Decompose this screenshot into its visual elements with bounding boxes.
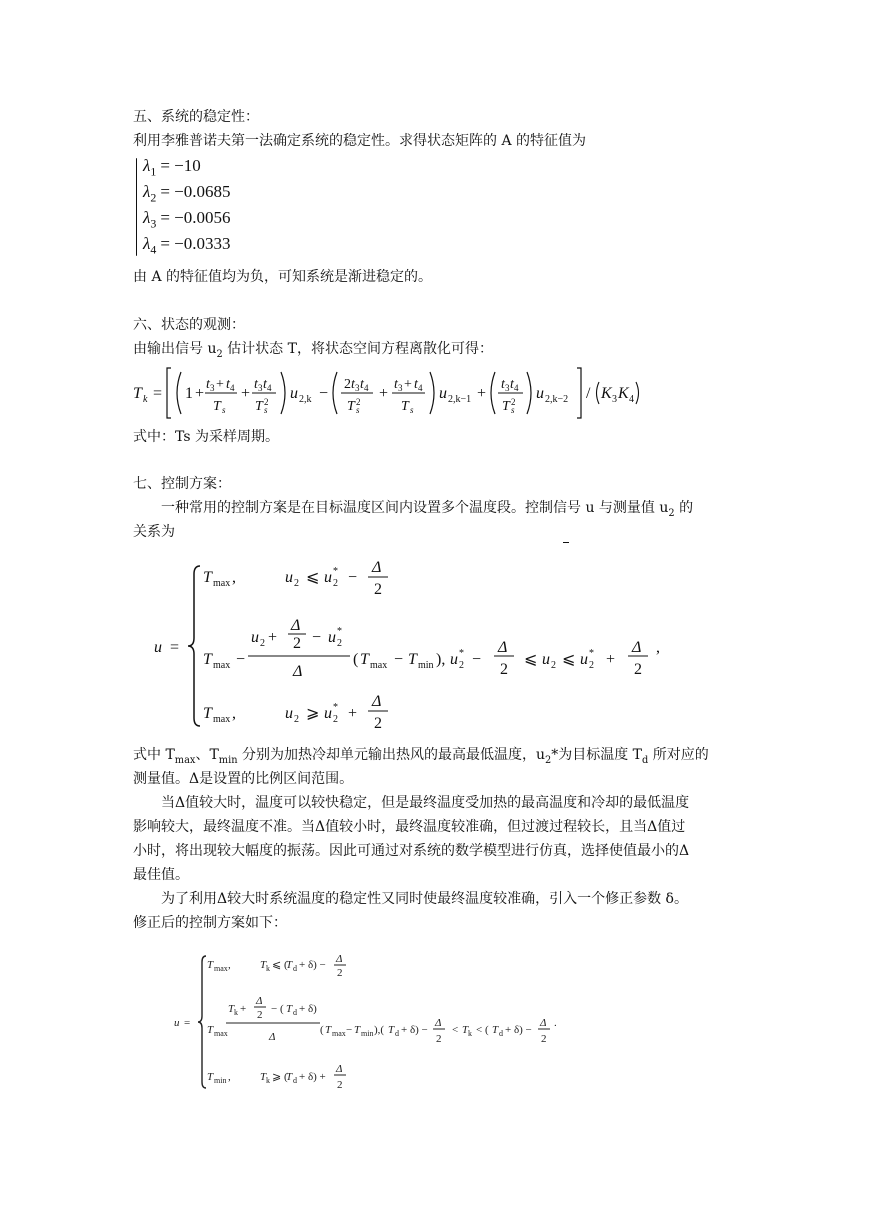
svg-text:Δ: Δ [498,639,508,656]
svg-text:d: d [293,964,297,973]
svg-text:4: 4 [364,383,369,393]
svg-text:+: + [404,377,412,392]
svg-text:2: 2 [294,578,299,589]
svg-text:k: k [266,1076,270,1085]
svg-text:4: 4 [230,383,235,393]
svg-text:max: max [213,578,231,589]
svg-text:k: k [234,1008,238,1017]
svg-text:−: − [236,651,246,668]
svg-text:2,k: 2,k [299,394,312,405]
svg-text:Δ: Δ [372,560,382,576]
svg-text:T: T [133,385,142,402]
svg-text:t: t [510,377,514,392]
svg-text:2: 2 [294,714,299,725]
svg-text:T: T [325,1024,332,1036]
svg-text:u: u [285,569,293,586]
svg-text:T: T [203,651,212,668]
svg-text:T: T [347,399,355,414]
svg-text:Δ: Δ [336,1063,343,1075]
svg-text:/: / [586,385,591,402]
svg-text:t: t [206,377,210,392]
svg-text:2: 2 [333,578,338,589]
svg-text:d: d [293,1008,297,1017]
svg-text:3: 3 [258,383,263,393]
svg-text:t: t [414,377,418,392]
svg-text:,: , [656,639,660,656]
svg-text:s: s [264,405,268,415]
svg-text:+ δ) +: + δ) + [299,1071,326,1083]
svg-text:(: ( [320,1024,324,1036]
svg-text:⩾ (: ⩾ ( [272,1071,288,1083]
svg-text:T: T [286,959,293,971]
svg-text:T: T [260,1071,267,1083]
svg-text:T: T [360,651,369,668]
svg-text:u: u [285,705,293,722]
svg-text:+ δ) −: + δ) − [401,1024,428,1036]
svg-text:t: t [226,377,230,392]
svg-text:+: + [379,385,389,402]
svg-text:−: − [346,1024,353,1036]
svg-text:+: + [195,385,205,402]
svg-text:2: 2 [374,581,382,598]
eigen-brace [136,158,137,256]
svg-text:k: k [468,1029,472,1038]
svg-text:+: + [241,385,251,402]
svg-text:2,k−1: 2,k−1 [448,394,472,405]
svg-text:T: T [213,399,221,414]
svg-text:),: ), [436,651,446,668]
svg-text:⩽ (: ⩽ ( [272,959,288,971]
modified-control-law-equation [170,952,570,1098]
svg-text:T: T [388,1024,395,1036]
svg-text:+: + [240,1003,247,1015]
svg-text:T: T [354,1024,361,1036]
svg-text:T: T [207,1024,214,1036]
svg-text:T: T [260,959,267,971]
svg-text:2: 2 [436,1033,442,1045]
section7-para1: 一种常用的控制方案是在目标温度区间内设置多个温度段。控制信号 u 与测量值 $u_2$ 的 [161,500,694,519]
svg-text:T: T [203,569,212,586]
svg-text:K: K [618,385,629,402]
svg-text:2: 2 [264,397,269,407]
svg-text:u: u [542,651,550,668]
section6-note: 式中：Ts 为采样周期。 [133,429,279,445]
eigenvalue-row: $\lambda_1 = -10$ [143,156,201,179]
svg-text:+: + [606,651,616,668]
svg-text:,: , [232,705,236,722]
svg-text:2: 2 [541,1033,547,1045]
svg-text:−: − [348,569,358,586]
svg-text:2: 2 [551,660,556,671]
svg-text:Δ: Δ [435,1017,442,1029]
svg-text:2: 2 [293,635,301,652]
svg-text:⩽: ⩽ [562,651,576,668]
svg-text:min: min [418,660,434,671]
svg-text:+ δ) −: + δ) − [505,1024,532,1036]
svg-text:u: u [580,651,588,668]
svg-text:k: k [266,964,270,973]
section7-para4-line2: 修正后的控制方案如下： [133,915,287,931]
svg-text:max: max [214,1029,228,1038]
svg-text:max: max [370,660,388,671]
svg-text:t: t [254,377,258,392]
svg-text:T: T [207,1071,214,1083]
svg-text:d: d [499,1029,503,1038]
section5-conclusion: 由 A 的特征值均为负，可知系统是渐进稳定的。 [133,269,433,285]
svg-text:−: − [472,651,482,668]
svg-text:2: 2 [511,397,516,407]
svg-text:−: − [394,651,404,668]
svg-text:2: 2 [356,397,361,407]
svg-text:u: u [154,639,162,656]
svg-text:t: t [360,377,364,392]
svg-text:Δ: Δ [269,1031,276,1043]
svg-text:⩽: ⩽ [524,651,538,668]
section5-heading: 五、系统的稳定性： [133,109,259,125]
svg-text:=: = [184,1017,191,1029]
svg-text:max: max [332,1029,346,1038]
section7-heading: 七、控制方案： [133,476,231,492]
control-law-equation [150,560,670,736]
svg-text:T: T [462,1024,469,1036]
svg-text:2: 2 [589,660,594,671]
section7-para2-line2: 测量值。Δ是设置的比例区间范围。 [133,771,354,787]
svg-text:max: max [213,660,231,671]
svg-text:⩾: ⩾ [306,705,320,722]
svg-text:3: 3 [612,394,617,405]
svg-text:+: + [216,377,224,392]
svg-text:Δ: Δ [293,663,303,680]
svg-text:Δ: Δ [336,953,343,965]
svg-text:T: T [203,705,212,722]
svg-text:s: s [511,405,515,415]
svg-text:T: T [286,1071,293,1083]
svg-text:2: 2 [337,1079,343,1091]
svg-text:2: 2 [333,714,338,725]
svg-text:⩽: ⩽ [306,569,320,586]
svg-text:− (: − ( [271,1003,284,1015]
section7-para1-end: 关系为 [133,524,175,540]
svg-text:min: min [361,1029,374,1038]
svg-text:3: 3 [505,383,510,393]
svg-text:u: u [324,569,332,586]
svg-text:,: , [228,959,231,971]
svg-text:3: 3 [398,383,403,393]
svg-text:4: 4 [418,383,423,393]
section7-para3-line3: 小时，将出现较大幅度的振荡。因此可通过对系统的数学模型进行仿真，选择使值最小的Δ [133,843,690,859]
svg-text:+: + [268,629,278,646]
svg-text:max: max [213,714,231,725]
svg-text:s: s [356,405,360,415]
svg-text:u: u [536,385,544,402]
svg-text:2,k−2: 2,k−2 [545,394,569,405]
svg-text:+: + [477,385,487,402]
svg-text:K: K [601,385,612,402]
svg-text:(: ( [353,651,359,668]
svg-text:2: 2 [337,638,342,649]
svg-text:*: * [459,648,464,659]
section7-para3-line2: 影响较大，最终温度不准。当Δ值较小时，最终温度较准确，但过渡过程较长，且当Δ值过 [133,819,686,835]
svg-text:t: t [501,377,505,392]
svg-text:Δ: Δ [372,693,382,710]
section7-para3-line1: 当Δ值较大时，温度可以较快稳定，但是最终温度受加热的最高温度和冷却的最低温度 [161,795,690,811]
svg-text:s: s [410,405,414,415]
svg-text:<: < [452,1024,459,1036]
svg-text:u: u [251,629,259,646]
svg-text:2: 2 [337,967,343,979]
section7-para4-line1: 为了利用Δ较大时系统温度的稳定性又同时使最终温度较准确，引入一个修正参数 δ。 [161,891,688,907]
svg-text:t: t [263,377,267,392]
svg-text:2: 2 [634,661,642,678]
svg-text:2: 2 [500,661,508,678]
svg-text:,: , [232,569,236,586]
svg-text:u: u [450,651,458,668]
discrete-equation [133,364,653,420]
svg-text:Δ: Δ [632,639,642,656]
svg-text:u: u [290,385,298,402]
svg-text:*: * [333,566,338,577]
svg-text:T: T [255,399,263,414]
svg-text:Δ: Δ [540,1017,547,1029]
svg-text:+: + [348,705,358,722]
section7-para2-line1: 式中 $T_{max}$、$T_{min}$ 分别为加热冷却单元输出热风的最高最低温度，$u_2*$为目标温度 $T_d$ 所对应的 [133,747,709,766]
svg-text:Δ: Δ [291,617,301,634]
svg-text:+ δ): + δ) [299,1003,317,1015]
svg-text:−: − [319,385,329,402]
svg-text:=: = [153,385,163,402]
svg-text:t: t [394,377,398,392]
svg-text:d: d [293,1076,297,1085]
svg-text:k: k [143,394,148,405]
svg-text:< (: < ( [476,1024,489,1036]
svg-text:4: 4 [267,383,272,393]
svg-text:u: u [439,385,447,402]
svg-text:,: , [228,1071,231,1083]
svg-text:3: 3 [210,383,215,393]
svg-text:*: * [337,626,342,637]
svg-text:d: d [395,1029,399,1038]
svg-text:2: 2 [374,715,382,732]
svg-text:t: t [351,377,355,392]
section5-intro: 利用李雅普诺夫第一法确定系统的稳定性。求得状态矩阵的 A 的特征值为 [133,133,587,149]
svg-text:*: * [333,702,338,713]
svg-text:T: T [228,1003,235,1015]
svg-text:T: T [408,651,417,668]
svg-text:4: 4 [514,383,519,393]
svg-text:1: 1 [185,385,193,402]
svg-text:u: u [174,1017,180,1029]
eigenvalue-row: $\lambda_2 = -0.0685$ [143,182,231,205]
svg-text:3: 3 [355,383,360,393]
section7-para3-line4: 最佳值。 [133,867,189,883]
svg-text:T: T [286,1003,293,1015]
svg-text:u: u [328,629,336,646]
eigenvalue-row: $\lambda_4 = -0.0333$ [143,234,231,257]
svg-text:),(: ),( [374,1024,385,1036]
svg-text:2: 2 [459,660,464,671]
section6-heading: 六、状态的观测： [133,317,245,333]
svg-text:T: T [401,399,409,414]
svg-text:−: − [312,629,322,646]
stray-mark [563,542,569,543]
section6-intro: 由输出信号 $u_2$ 估计状态 T，将状态空间方程离散化可得： [133,341,493,360]
svg-text:+ δ) −: + δ) − [299,959,326,971]
svg-text:T: T [502,399,510,414]
svg-text:.: . [554,1017,557,1029]
eigenvalue-row: $\lambda_3 = -0.0056$ [143,208,231,231]
svg-text:Δ: Δ [256,995,263,1007]
svg-text:T: T [207,959,214,971]
svg-text:=: = [170,639,180,656]
svg-text:4: 4 [629,394,634,405]
svg-text:2: 2 [260,638,265,649]
svg-text:*: * [589,648,594,659]
svg-text:u: u [324,705,332,722]
svg-text:s: s [222,405,226,415]
svg-text:min: min [214,1076,227,1085]
svg-text:max: max [214,964,228,973]
svg-text:2: 2 [344,377,351,392]
svg-text:T: T [492,1024,499,1036]
svg-text:2: 2 [257,1009,263,1021]
